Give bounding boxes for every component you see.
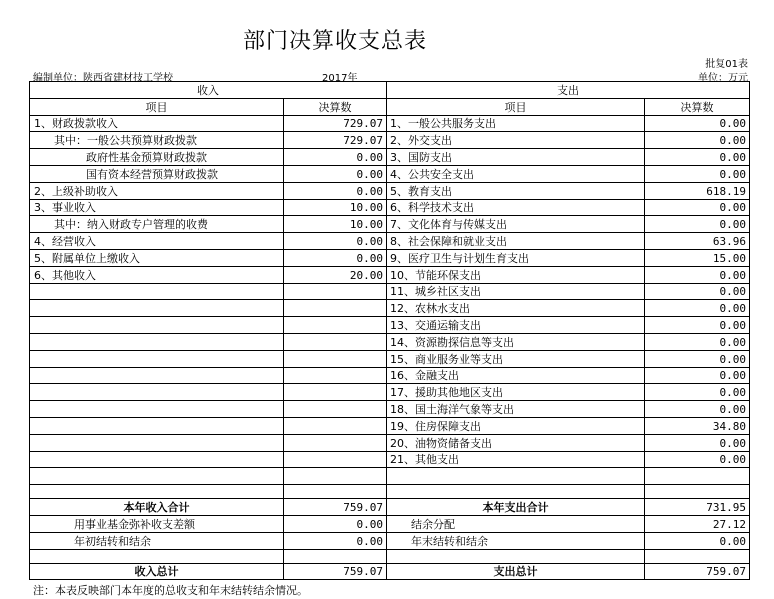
expense-item-header: 项目 <box>387 98 645 115</box>
expense-value: 0.00 <box>645 300 750 317</box>
expense-header: 支出 <box>387 82 750 99</box>
expense-value: 0.00 <box>645 317 750 334</box>
income-value <box>284 350 387 367</box>
expense-item: 5、教育支出 <box>387 182 645 199</box>
expense-item: 2、外交支出 <box>387 132 645 149</box>
income-value <box>284 300 387 317</box>
expense-item: 14、资源勘探信息等支出 <box>387 333 645 350</box>
income-value: 0.00 <box>284 165 387 182</box>
income-item <box>30 300 284 317</box>
expense-item: 16、金融支出 <box>387 367 645 384</box>
expense-item: 11、城乡社区支出 <box>387 283 645 300</box>
expense-item: 20、油物资储备支出 <box>387 434 645 451</box>
expense-value: 0.00 <box>645 266 750 283</box>
income-item <box>30 283 284 300</box>
table-row <box>30 532 750 549</box>
table-row <box>30 182 750 199</box>
income-extra-value: 0.00 <box>284 515 387 532</box>
report-year: 2017年 <box>322 73 358 84</box>
table-row <box>30 233 750 250</box>
income-total-value: 759.07 <box>284 499 387 516</box>
expense-value: 0.00 <box>645 165 750 182</box>
grand-income-value: 759.07 <box>284 563 387 580</box>
income-item <box>30 367 284 384</box>
income-item-header: 项目 <box>30 98 284 115</box>
expense-value: 63.96 <box>645 233 750 250</box>
table-row <box>30 132 750 149</box>
expense-value: 0.00 <box>645 384 750 401</box>
income-value <box>284 468 387 485</box>
expense-item: 3、国防支出 <box>387 149 645 166</box>
income-item <box>30 417 284 434</box>
income-value <box>284 401 387 418</box>
spacer-row <box>30 549 750 563</box>
table-row <box>30 434 750 451</box>
spacer-row <box>30 485 750 499</box>
income-item: 3、事业收入 <box>30 199 284 216</box>
table-row <box>30 417 750 434</box>
expense-item: 1、一般公共服务支出 <box>387 115 645 132</box>
table-row <box>30 468 750 485</box>
income-extra-label: 年初结转和结余 <box>30 532 284 549</box>
expense-item: 9、医疗卫生与计划生育支出 <box>387 249 645 266</box>
income-value <box>284 451 387 468</box>
expense-extra-value: 0.00 <box>645 532 750 549</box>
income-value: 0.00 <box>284 249 387 266</box>
footnote: 注：本表反映部门本年度的总收支和年末结转结余情况。 <box>33 584 308 597</box>
income-value <box>284 417 387 434</box>
expense-value: 0.00 <box>645 367 750 384</box>
expense-item: 13、交通运输支出 <box>387 317 645 334</box>
table-row <box>30 249 750 266</box>
currency-unit: 单位：万元 <box>698 73 748 84</box>
income-value <box>284 333 387 350</box>
income-value: 10.00 <box>284 199 387 216</box>
table-row <box>30 563 750 580</box>
income-item <box>30 333 284 350</box>
income-value: 729.07 <box>284 115 387 132</box>
income-item: 5、附属单位上缴收入 <box>30 249 284 266</box>
income-value: 0.00 <box>284 182 387 199</box>
income-value: 0.00 <box>284 233 387 250</box>
expense-value: 0.00 <box>645 434 750 451</box>
table-row <box>30 367 750 384</box>
income-item <box>30 468 284 485</box>
expense-extra-label: 结余分配 <box>387 515 645 532</box>
expense-amount-header: 决算数 <box>645 98 750 115</box>
income-total-label: 本年收入合计 <box>30 499 284 516</box>
income-item: 2、上级补助收入 <box>30 182 284 199</box>
income-item: 4、经营收入 <box>30 233 284 250</box>
income-item: 其中：一般公共预算财政拨款 <box>30 132 284 149</box>
expense-extra-label: 年末结转和结余 <box>387 532 645 549</box>
expense-value: 0.00 <box>645 451 750 468</box>
grand-expense-value: 759.07 <box>645 563 750 580</box>
table-body <box>30 115 750 485</box>
expense-total-label: 本年支出合计 <box>387 499 645 516</box>
summary-table <box>29 81 750 580</box>
table-row <box>30 317 750 334</box>
expense-value: 34.80 <box>645 417 750 434</box>
income-extra-label: 用事业基金弥补收支差额 <box>30 515 284 532</box>
form-code: 批复01表 <box>705 59 748 70</box>
table-row <box>30 499 750 516</box>
table-row <box>30 384 750 401</box>
income-item <box>30 384 284 401</box>
expense-item: 8、社会保障和就业支出 <box>387 233 645 250</box>
expense-item: 19、住房保障支出 <box>387 417 645 434</box>
income-header: 收入 <box>30 82 387 99</box>
income-item <box>30 317 284 334</box>
income-value <box>284 283 387 300</box>
table-row <box>30 300 750 317</box>
table-row <box>30 149 750 166</box>
expense-extra-value: 27.12 <box>645 515 750 532</box>
table-row <box>30 199 750 216</box>
compiling-unit: 编制单位：陕西省建材技工学校 <box>33 73 173 84</box>
income-item <box>30 350 284 367</box>
table-row <box>30 216 750 233</box>
expense-item: 7、文化体育与传媒支出 <box>387 216 645 233</box>
income-value <box>284 367 387 384</box>
income-item: 政府性基金预算财政拨款 <box>30 149 284 166</box>
table-row <box>30 333 750 350</box>
expense-value: 0.00 <box>645 216 750 233</box>
expense-value: 0.00 <box>645 350 750 367</box>
income-item: 其中：纳入财政专户管理的收费 <box>30 216 284 233</box>
expense-item: 17、援助其他地区支出 <box>387 384 645 401</box>
income-value: 0.00 <box>284 149 387 166</box>
table-row <box>30 350 750 367</box>
income-item <box>30 451 284 468</box>
expense-item: 15、商业服务业等支出 <box>387 350 645 367</box>
income-item: 1、财政拨款收入 <box>30 115 284 132</box>
expense-item: 21、其他支出 <box>387 451 645 468</box>
table-row <box>30 451 750 468</box>
expense-item: 4、公共安全支出 <box>387 165 645 182</box>
expense-value: 0.00 <box>645 149 750 166</box>
expense-total-value: 731.95 <box>645 499 750 516</box>
page-title: 部门决算收支总表 <box>242 29 427 54</box>
grand-expense-label: 支出总计 <box>387 563 645 580</box>
expense-value: 15.00 <box>645 249 750 266</box>
grand-income-label: 收入总计 <box>30 563 284 580</box>
income-value <box>284 434 387 451</box>
expense-item <box>387 468 645 485</box>
expense-value <box>645 468 750 485</box>
income-value <box>284 384 387 401</box>
expense-value: 0.00 <box>645 283 750 300</box>
income-extra-value: 0.00 <box>284 532 387 549</box>
income-item <box>30 401 284 418</box>
expense-item: 12、农林水支出 <box>387 300 645 317</box>
income-amount-header: 决算数 <box>284 98 387 115</box>
table-row <box>30 515 750 532</box>
expense-value: 0.00 <box>645 199 750 216</box>
income-value: 729.07 <box>284 132 387 149</box>
income-value: 20.00 <box>284 266 387 283</box>
table-row <box>30 115 750 132</box>
expense-value: 0.00 <box>645 401 750 418</box>
expense-value: 0.00 <box>645 333 750 350</box>
expense-item: 6、科学技术支出 <box>387 199 645 216</box>
expense-item: 18、国土海洋气象等支出 <box>387 401 645 418</box>
income-value <box>284 317 387 334</box>
table-row <box>30 401 750 418</box>
table-row <box>30 283 750 300</box>
income-item: 6、其他收入 <box>30 266 284 283</box>
expense-value: 0.00 <box>645 115 750 132</box>
income-item: 国有资本经营预算财政拨款 <box>30 165 284 182</box>
table-row <box>30 165 750 182</box>
expense-value: 0.00 <box>645 132 750 149</box>
table-row <box>30 266 750 283</box>
expense-item: 10、节能环保支出 <box>387 266 645 283</box>
expense-value: 618.19 <box>645 182 750 199</box>
income-value: 10.00 <box>284 216 387 233</box>
income-item <box>30 434 284 451</box>
